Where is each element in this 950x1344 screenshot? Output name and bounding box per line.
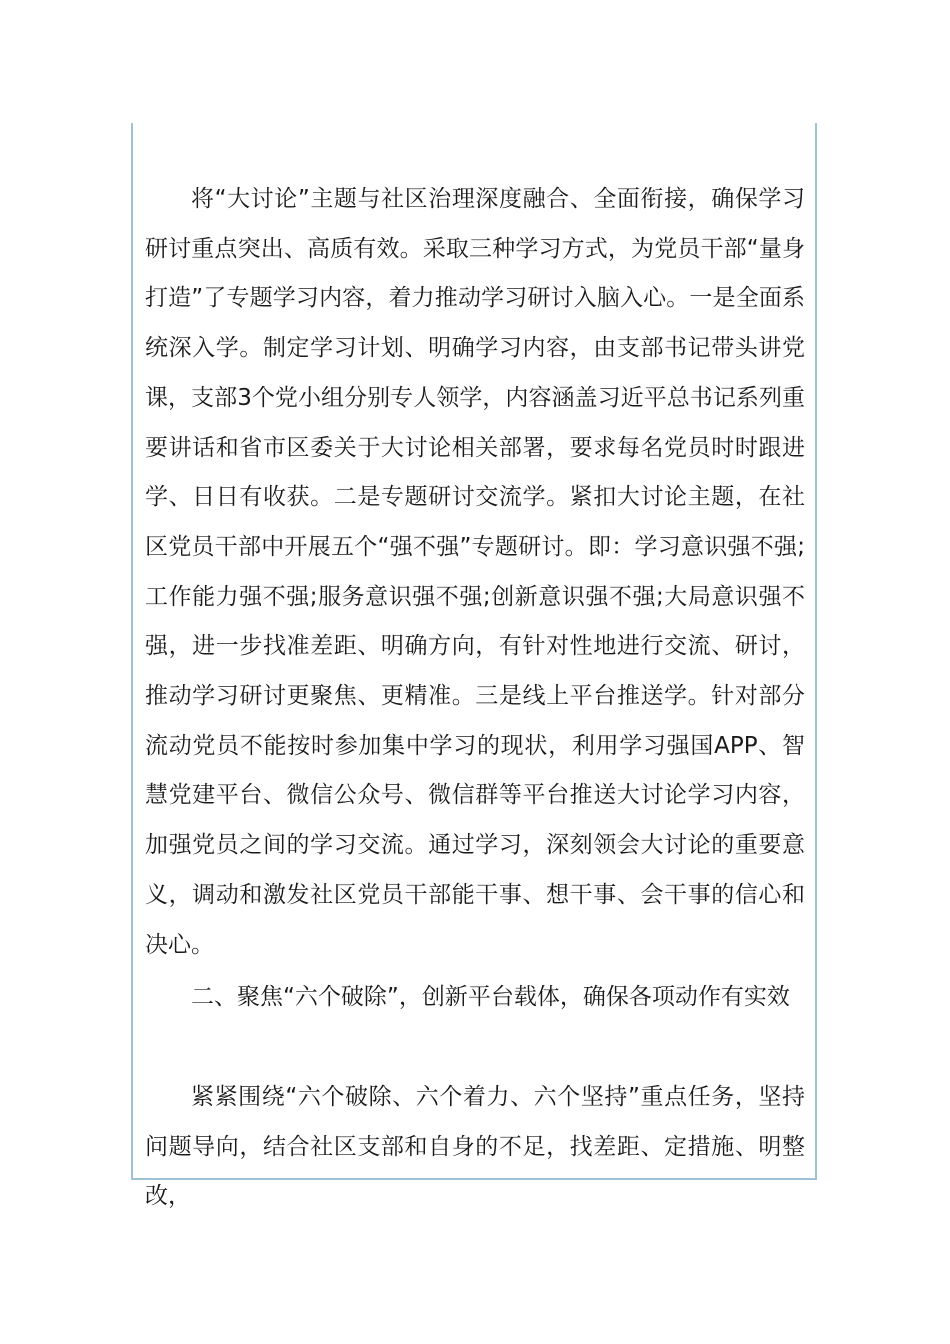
section-heading-2: 二、聚焦“六个破除”，创新平台载体，确保各项动作有实效: [191, 984, 790, 1010]
body-paragraph-1: 将“大讨论”主题与社区治理深度融合、全面衔接，确保学习研讨重点突出、高质有效。采取三种学习方式，为党员干部“量身打造”了专题学习内容，着力推动学习研讨入脑入心。一是全面系统深入学。制定学习计划、明确学习内容，由支部书记带头讲党课，支部3个党小组分别专人领学，内容涵盖习近平总书记系列重要讲话和省市区委关于大讨论相关部署，要求每名党员时时跟进学、日日有收获。二是专题研讨交流学。紧扣大讨论主题，在社区党员干部中开展五个“强不强”专题研讨。即：学习意识强不强;工作能力强不强;服务意识强不强;创新意识强不强;大局意识强不强，进一步找准差距、明确方向，有针对性地进行交流、研讨，推动学习研讨更聚焦、更精准。三是线上平台推送学。针对部分流动党员不能按时参加集中学习的现状，利用学习强国APP、智慧党建平台、微信公众号、微信群等平台推送大讨论学习内容，加强党员之间的学习交流。通过学习，深刻领会大讨论的重要意义，调动和激发社区党员干部能干事、想干事、会干事的信心和决心。: [145, 186, 805, 958]
body-paragraph-2: 紧紧围绕“六个破除、六个着力、六个坚持”重点任务，坚持问题导向，结合社区支部和自身的不足，找差距、定措施、明整改，: [145, 1084, 805, 1210]
